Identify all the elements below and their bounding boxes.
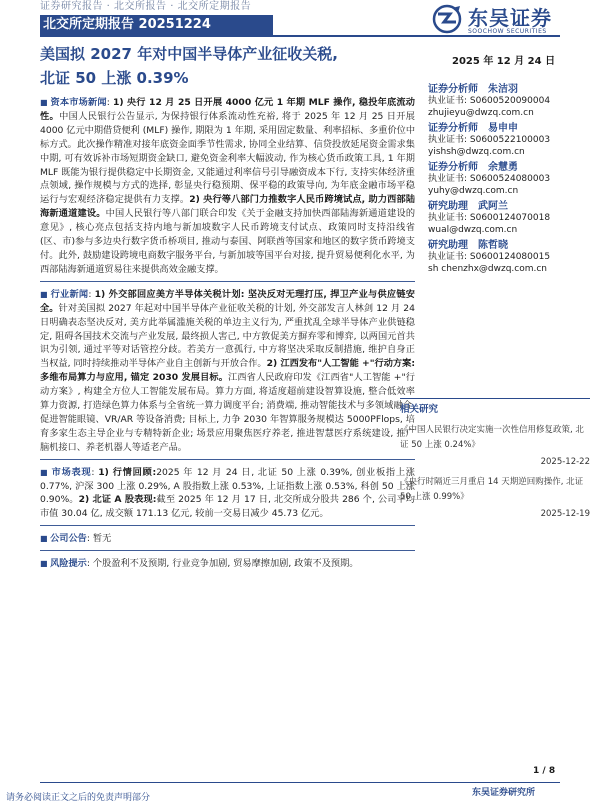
analyst-name: 朱洁羽 <box>488 84 518 95</box>
section-label: 公司公告 <box>50 533 87 545</box>
section-divider <box>40 459 415 460</box>
analyst-role-label: 研究助理 <box>428 201 468 212</box>
section-text: 暂无 <box>92 533 112 545</box>
section-text: 江西省人民政府印发《江西省"人工智能 +"行动方案》, 构建全方位人工智能发展布局。算力方面, 将适度超前建设智算设施, 整合低效率算力资源, 打造绿色算力体系与全省统一算力调度平台; 消费端, 推动智能技术与多领域融合, 促进智能眼镜、VR/AR 等设备消费; 目标上, 力争 2030 年智算服务规模达 5000PFlops, 培育多家生态主导企业与专精特新企业; 场景应用聚焦医疗养老, 推进智慧医疗系统建设, 推广脑机接口、养老机器人等适老产品。 <box>40 372 415 453</box>
logo-mark-icon <box>430 4 464 34</box>
analyst-card <box>428 158 588 197</box>
analyst-name: 陈哲晓 <box>478 240 508 251</box>
section-label: 风险提示 <box>50 558 87 570</box>
analyst-name: 易申申 <box>488 123 518 134</box>
analyst-cert: 执业证书: S0600522100003 <box>428 135 551 145</box>
section-text: 针对美国拟 2027 年起对中国半导体产业征收关税的计划, 外交部发言人林剑 12 月 24 日明确表态坚决反对, 美方此举属滥施关税的单边主义行为, 严重扰乱全球半导体产业供链稳定, 阻碍各国技术交流与产业发展, 最终损人害己, 中方敦促美方摒弃零和博弈, 以两国元首共识为引领, 通过平等对话管控分歧。若美方一意孤行, 中方将坚决采取反制措施, 维护自身正当权益, 同时持续推动半导体产业自主创新与开放合作。 <box>40 302 416 370</box>
section-highlight: 2) 北证 A 股表现: <box>78 494 157 506</box>
analyst-card <box>428 197 588 236</box>
logo-cn: 东吴证券 <box>468 6 552 30</box>
headline-line-1: 美国拟 2027 年对中国半导体产业征收关税, <box>40 45 338 63</box>
footer-rule <box>40 782 560 783</box>
section-highlight: 1) 行情回顾: <box>98 466 157 478</box>
section-text: 中国人民银行公告显示, 为保持银行体系流动性充裕, 将于 2025 年 12 月 25 日开展 4000 亿元中期借贷便利 (MLF) 操作, 期限为 1 年期, 采用固定数量、利率招标、多重价位中标方式。此次操作精准对接年底资金面季节性需求, 协同全业结算、信贷投放延尾资金需求集中期, 可有效诉补市场短期资金缺口, 避免资金利率大幅波动, 作为核心货币政策工具, 1 年期 MLF 既能为银行提供稳定中长期资金, 又能通过利率信号引导融资成本下行, 支持实体经济重点领域, 操作规模与方式的选择, 彰显央行稳预期、保平稳的政策导向, 为年底金融市场平稳运行与宏观经济稳定提供有力支撑。 <box>40 110 416 206</box>
footer-disclaimer: 请务必阅读正文之后的免责声明部分 <box>6 793 151 803</box>
section-1: ■ 行业新闻: 1) 外交部回应美方半导体关税计划: 坚决反对无理打压, 捍卫产业与供应链安全。针对美国拟 2027 年起对中国半导体产业征收关税的计划, 外交部发言人林剑 12 月 24 日明确表态坚决反对, 美方此举属滥施关税的单边主义行为, 严重扰乱全球半导体产业供链稳定, 阻碍各国技术交流与产业发展, 最终损人害己, 中方敦促美方摒弃零和博弈, 以两国元首共识为引领, 通过平等对话管控分歧。若美方一意孤行, 中方将坚决采取反制措施, 维护自身正当权益, 同时持续推动半导体产业自主创新与开放合作。2) 江西发布"人工智能 +"行动方案: 多维布局算力与应用, 锚定 2030 发展目标。江西省人民政府印发《江西省"人工智能 +"行动方案》, 构建全方位人工智能发展布局。算力方面, 将适度超前建设智算设施, 整合低效率算力资源, 打造绿色算力体系与全省统一算力调度平台; 消费端, 推动智能技术与多领域融合, 促进智能眼镜、VR/AR 等设备消费; 目标上, 力争 2030 年智算服务规模达 5000PFlops, 培育多家生态主导企业与专精特新企业; 场景应用聚焦医疗养老, 推进智慧医疗系统建设, 推广脑机接口、养老机器人等适老产品。 <box>40 288 416 453</box>
section-highlight: 1) 外交部回应美方半导体关税计划: 坚决反对无理打压, 捍卫产业与供应链安全。 <box>40 288 415 314</box>
analyst-role-label: 证券分析师 <box>428 84 478 95</box>
analyst-cert: 执业证书: S0600124080015 <box>428 252 551 262</box>
analyst-role-label: 研究助理 <box>428 240 468 251</box>
section-bullet-icon: ■ <box>40 534 51 544</box>
related-item-title[interactable]: 《中国人民银行决定实施一次性信用修复政策, 北证 50 上涨 0.24%》 <box>400 425 584 450</box>
related-item-date: 2025-12-22 <box>540 457 590 467</box>
analyst-role <box>428 158 588 173</box>
section-0: ■ 资本市场新闻: 1) 央行 12 月 25 日开展 4000 亿元 1 年期 MLF 操作, 稳投年底流动性。中国人民银行公告显示, 为保持银行体系流动性充裕, 将于 2025 年 12 月 25 日开展 4000 亿元中期借贷便利 (MLF) 操作, 期限为 1 年期, 采用固定数量、利率招标、多重价位中标方式。此次操作精准对接年底资金面季节性需求, 协同全业结算、信贷投放延尾资金需求集中期, 可有效诉补市场短期资金缺口, 避免资金利率大幅波动, 作为核心货币政策工具, 1 年期 MLF 既能为银行提供稳定中长期资金, 又能通过利率信号引导融资成本下行, 支持实体经济重点领域, 操作规模与方式的选择, 彰显央行稳预期、保平稳的政策导向, 为年底金融市场平稳运行与宏观经济稳定提供有力支撑。2) 央行等八部门力推数字人民币跨境试点, 助力西部陆海新通道建设。中国人民银行等八部门联合印发《关于金融支持加快西部陆海新通道建设的意见》, 核心亮点包括支持内地与新加坡数字人民币跨境支付试点、政策同时支持沿线省(区、市)参与多边央行数字货币桥项目, 推动与泰国、阿联酋等国家和地区的数字货币跨境支付。此外, 鼓励建设跨境电商数字服务平台, 与新加坡等国平台对接, 提升贸易便利化水平, 为西部陆海新通道贸易往来提供高效金融支撑。 <box>40 97 416 275</box>
analyst-cert: 执业证书: S0600124070018 <box>428 213 551 223</box>
related-item-title[interactable]: 《央行时隔近三月重启 14 天期逆回购操作, 北证 50 上涨 0.99%》 <box>400 477 584 502</box>
series-text: 证券研究报告 · 北交所报告 · 北交所定期报告 <box>40 1 252 12</box>
report-date: 2025 年 12 月 24 日 <box>452 56 556 67</box>
analyst-role <box>428 119 588 134</box>
headline <box>40 42 420 90</box>
section-bullet-icon: ■ <box>40 289 51 299</box>
analyst-email[interactable]: wual@dwzq.com.cn <box>428 225 518 235</box>
section-text: 个股盈利不及预期, 行业竞争加剧, 贸易摩擦加剧, 政策不及预期。 <box>92 558 359 570</box>
section-highlight: 1) 央行 12 月 25 日开展 4000 亿元 1 年期 MLF 操作, 稳投年底流动性。 <box>40 97 415 122</box>
section-bullet-icon: ■ <box>40 98 51 107</box>
report-title-bar: 北交所定期报告 20251224 <box>40 15 273 35</box>
headline-line-2: 北证 50 上涨 0.39% <box>40 69 189 87</box>
section-bullet-icon: ■ <box>40 559 51 569</box>
section-bullet-icon: ■ <box>40 467 52 477</box>
analyst-role <box>428 80 588 95</box>
analyst-email[interactable]: zhujieyu@dwzq.com.cn <box>428 108 534 118</box>
header-rule <box>40 35 560 37</box>
section-divider <box>40 525 415 526</box>
analyst-name: 武阿兰 <box>478 201 508 212</box>
analyst-cert: 执业证书: S0600520090004 <box>428 96 551 106</box>
section-highlight: 2) 江西发布"人工智能 +"行动方案: 多维布局算力与应用, 锚定 2030 发展目标。 <box>40 358 416 384</box>
analyst-email[interactable]: yishsh@dwzq.com.cn <box>428 147 525 157</box>
section-label: 资本市场新闻 <box>50 97 107 108</box>
section-label: 行业新闻 <box>50 288 89 300</box>
logo-en: SOOCHOW SECURITIES <box>468 28 547 35</box>
section-divider <box>40 281 415 282</box>
analyst-name: 余慧勇 <box>488 162 518 173</box>
section-divider <box>40 550 415 551</box>
analyst-cert: 执业证书: S0600524080003 <box>428 174 551 184</box>
main-content <box>40 96 415 571</box>
analyst-email[interactable]: yuhy@dwzq.com.cn <box>428 186 519 196</box>
section-4: ■ 风险提示: 个股盈利不及预期, 行业竞争加剧, 贸易摩擦加剧, 政策不及预期。 <box>40 558 359 570</box>
analyst-card <box>428 119 588 158</box>
section-text: 中国人民银行等八部门联合印发《关于金融支持加快西部陆海新通道建设的意见》, 核心亮点包括支持内地与新加坡数字人民币跨境支付试点、政策同时支持沿线省(区、市)参与多边央行数字货币桥项目, 推动与泰国、阿联酋等国家和地区的数字货币跨境支付。此外, 鼓励建设跨境电商数字服务平台, 与新加坡等国平台对接, 提升贸易便利化水平, 为西部陆海新通道贸易往来提供高效金融支撑。 <box>40 208 416 275</box>
analyst-card <box>428 236 588 275</box>
page-number: 1 / 8 <box>533 766 556 776</box>
analyst-role <box>428 197 588 212</box>
footer-company: 东吴证券研究所 <box>472 788 536 798</box>
analyst-email[interactable]: sh chenzhx@dwzq.com.cn <box>428 264 548 274</box>
related-header: 相关研究 <box>400 398 590 415</box>
analyst-role <box>428 236 588 251</box>
analyst-role-label: 证券分析师 <box>428 123 478 134</box>
section-label: 市场表现 <box>51 466 92 478</box>
analyst-card <box>428 80 588 119</box>
section-text: 截至 2025 年 12 月 17 日, 北交所成分股共 286 个, 公司平均市值 30.04 亿, 成交额 171.13 亿元, 较前一交易日减少 45.73 亿元。 <box>40 494 415 520</box>
related-item-date: 2025-12-19 <box>540 509 590 519</box>
analyst-role-label: 证券分析师 <box>428 162 478 173</box>
section-text: 2025 年 12 月 24 日, 北证 50 上涨 0.39%, 创业板指上涨 0.77%, 沪深 300 上涨 0.29%, A 股指数上涨 0.53%, 上证指数上涨 0.53%, 科创 50 上涨 0.90%。 <box>40 466 415 506</box>
analyst-panel <box>428 80 588 275</box>
section-3: ■ 公司公告: 暂无 <box>40 533 112 545</box>
section-highlight: 2) 央行等八部门力推数字人民币跨境试点, 助力西部陆海新通道建设。 <box>40 194 416 220</box>
related-research <box>400 398 590 519</box>
section-2: ■ 市场表现: 1) 行情回顾:2025 年 12 月 24 日, 北证 50 上涨 0.39%, 创业板指上涨 0.77%, 沪深 300 上涨 0.29%, A 股指数上涨 0.53%, 上证指数上涨 0.53%, 科创 50 上涨 0.90%。2) 北证 A 股表现:截至 2025 年 12 月 17 日, 北交所成分股共 286 个, 公司平均市值 30.04 亿, 成交额 171.13 亿元, 较前一交易日减少 45.73 亿元。 <box>40 466 415 520</box>
